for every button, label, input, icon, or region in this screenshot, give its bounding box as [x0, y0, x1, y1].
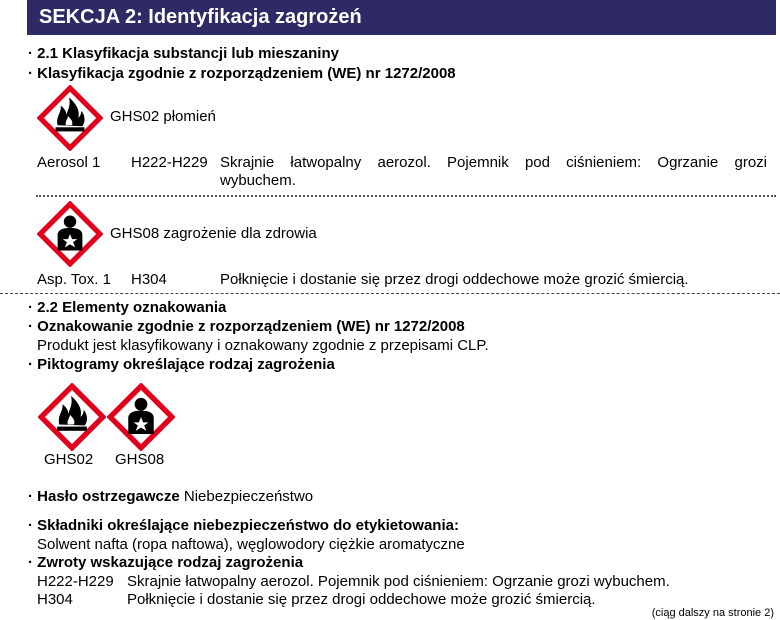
s22-heading: · 2.2 Elementy oznakowania — [28, 299, 227, 316]
health-hazard-icon — [37, 201, 103, 267]
components-text: Solwent nafta (ropa naftowa), węglowodory ciężkie aromatyczne — [37, 536, 465, 553]
hazard1-text-line2: wybuchem. — [220, 172, 296, 189]
hazard2-label: GHS08 zagrożenie dla zdrowia — [110, 225, 317, 242]
components-heading: · Składniki określające niebezpieczeństwo do etykietowania: — [28, 517, 459, 534]
statement-text: Połknięcie i dostanie się przez drogi oddechowe może grozić śmiercią. — [127, 591, 596, 608]
hazard1-codes: H222-H229 — [131, 154, 208, 171]
hazard1-label: GHS02 płomień — [110, 108, 216, 125]
flame-icon — [38, 383, 106, 451]
signal-word: Niebezpieczeństwo — [183, 488, 314, 505]
signal-word-label: · Hasło ostrzegawcze — [28, 488, 180, 505]
flame-icon — [37, 85, 103, 151]
statement-code: H304 — [37, 591, 73, 608]
hazard2-text: Połknięcie i dostanie się przez drogi oddechowe może grozić śmiercią. — [220, 271, 689, 288]
hazard2-category: Asp. Tox. 1 — [37, 271, 111, 288]
s22-subheading: · Oznakowanie zgodnie z rozporządzeniem (WE) nr 1272/2008 — [28, 318, 465, 335]
statement-code: H222-H229 — [37, 573, 114, 590]
section-header — [27, 0, 776, 35]
pictogram-code: GHS08 — [115, 451, 165, 468]
continuation-note: (ciąg dalszy na stronie 2) — [651, 607, 774, 619]
divider-dotted — [36, 195, 776, 197]
pictograms-heading: · Piktogramy określające rodzaj zagrożenia — [28, 356, 335, 373]
divider-dashed — [0, 293, 780, 294]
statement-text: Skrajnie łatwopalny aerozol. Pojemnik pod ciśnieniem: Ogrzanie grozi wybuchem. — [127, 573, 670, 590]
health-hazard-icon — [107, 383, 175, 451]
statements-heading: · Zwroty wskazujące rodzaj zagrożenia — [28, 554, 304, 571]
hazard1-category: Aerosol 1 — [37, 154, 101, 171]
hazard2-codes: H304 — [131, 271, 167, 288]
s22-note: Produkt jest klasyfikowany i oznakowany zgodnie z przepisami CLP. — [37, 337, 489, 354]
pictogram-code: GHS02 — [44, 451, 94, 468]
s21-heading: · 2.1 Klasyfikacja substancji lub mieszaniny — [28, 45, 339, 62]
hazard1-text-line1: Skrajnie łatwopalny aerozol. Pojemnik pod ciśnieniem: Ogrzanie grozi — [220, 154, 767, 171]
section-title: SEKCJA 2: Identyfikacja zagrożeń — [39, 6, 362, 28]
s21-subheading: · Klasyfikacja zgodnie z rozporządzeniem (WE) nr 1272/2008 — [28, 65, 456, 82]
